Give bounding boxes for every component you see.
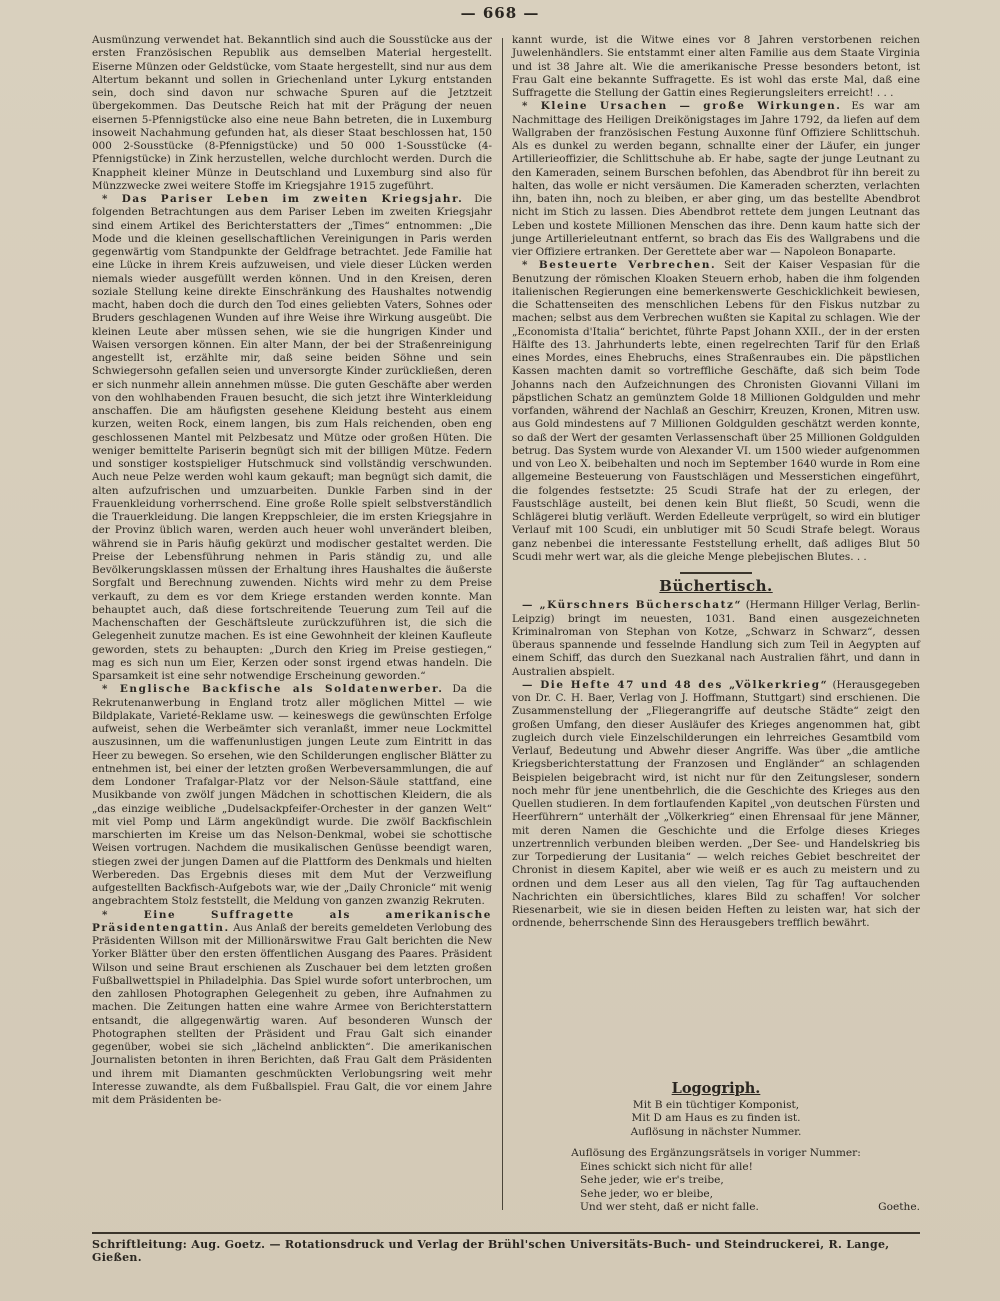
left-column (92, 34, 492, 1212)
article-small-causes (512, 100, 920, 259)
riddle-box (512, 1082, 920, 1215)
article-heading: * Eine Suffragette als amerikanische Präsidentengattin. (92, 908, 492, 934)
right-column (512, 34, 920, 930)
article-heading: * Das Pariser Leben im zweiten Kriegsjahr. (102, 193, 464, 205)
riddle-title: Logogriph. (671, 1080, 761, 1097)
article-body: Seit der Kaiser Vespasian für die Benutzung der römischen Kloaken Steuern erhob, haben die ihm folgenden italienischen Regierungen eine bemerkenswerte Geschicklichkeit bewiesen, die Schattenseiten des menschlichen Lebens für den Fiskus nutzbar zu machen; selbst aus dem Verbrechen wußten sie Kapital zu schlagen. Wie der „Economista d'Italia“ berichtet, führte Papst Johann XXII., der in der ersten Hälfte des 13. Jahrhunderts lebte, einen regelrechten Tarif für den Erlaß eines Mordes, eines Ehebruchs, eines Straßenraubes ein. Die päpstlichen Kassen machten damit so vortreffliche Geschäfte, daß sich beim Tode Johanns nach den Aufzeichnungen des Chronisten Giovanni Villani im päpstlichen Schatz an gemünztem Golde 18 Millionen Goldgulden und mehr vorfanden, während der Nachlaß an Geschirr, Kreuzen, Kronen, Mitren usw. aus Gold mindestens auf 7 Millionen Goldgulden geschätzt werden konnte, so daß der Wert der gesamten Verlassenschaft über 25 Millionen Goldgulden betrug. Das System wurde von Alexander VI. um 1500 wieder aufgenommen und von Leo X. beibehalten und noch im September 1640 wurde in Rom eine allgemeine Besteuerung von Faustschlägen und Messerstichen eingeführt, die folgendes festsetzte: 25 Scudi Strafe hat der zu erlegen, der Faustschläge austeilt, bei denen kein Blut fließt, 50 Scudi, wenn die Schlägerei blutig verläuft. Werden Edelleute verprügelt, so wird ein blutiger Verlauf mit 100 Scudi, ein unblutiger mit 50 Scudi Strafe belegt. Woraus ganz nebenbei die interessante Feststellung erhellt, daß adliges Blut 50 Scudi mehr wert war, als die gleiche Menge plebejischen Blutes. . . (512, 259, 920, 563)
poem-line: Sehe jeder, wo er bleibe, (580, 1187, 713, 1200)
article-coins-continued: Ausmünzung verwendet hat. Bekanntlich sind auch die Sousstücke aus der ersten Französischen Republik aus demselben Material hergestellt. Eiserne Münzen oder Geldstücke, vom Staate hergestellt, sind nur aus dem Altertum bekannt und sollen in Griechenland unter Lykurg entstanden sein, doch sind davon nur schwache Spuren auf die Jetztzeit übergekommen. Das Deutsche Reich hat mit der Prägung der neuen eisernen 5-Pfennigstücke also eine neue Bahn betreten, die in Luxemburg insoweit Nachahmung gefunden hat, als dieser Staat beschlossen hat, 150 000 2-Sousstücke (8-Pfennigstücke) und 50 000 1-Sousstücke (4-Pfennigstücke) in Zink herzustellen, welche durchlocht werden. Durch die Knappheit kleiner Münze in Deutschland und Luxemburg sind also für Münzzwecke zwei weitere Stoffe im Kriegsjahre 1915 zugeführt. (92, 34, 492, 192)
article-body: Es war am Nachmittage des Heiligen Dreikönigstages im Jahre 1792, da liefen auf dem Wallgraben der französischen Festung Auxonne fünf Offiziere Schlittschuh. Als es dunkel zu werden begann, schnallte einer der Läufer, ein junger Artillerieoffizier, die Schlittschuhe ab. Er habe, sagte der junge Leutnant zu den Kameraden, seinem Burschen befohlen, das Abendbrot für ihn bereit zu halten, das wolle er nicht versäumen. Die Kameraden scherzten, verlachten ihn, baten ihn, noch zu bleiben, er aber ging, um das bestellte Abendbrot nicht im Stich zu lassen. Dies Abendbrot rettete dem jungen Leutnant das Leben und kostete Millionen Menschen das ihre. Denn kaum hatte sich der junge Artillerieleutnant entfernt, so brach das Eis des Wallgrabens und die vier Offiziere ertranken. Der Gerettete aber war — Napoleon Bonaparte. (512, 100, 920, 258)
solution-poem (580, 1161, 920, 1215)
riddle-line: Mit D am Haus es zu finden ist. (631, 1112, 801, 1124)
review-heading: — „Kürschners Bücherschatz“ (522, 599, 743, 612)
article-suffragette-continued: kannt wurde, ist die Witwe eines vor 8 Jahren verstorbenen reichen Juwelenhändlers. Sie entstammt einer alten Familie aus dem Staate Virginia und ist 38 Jahre alt. Wie die amerikanische Presse besonders betont, ist Frau Galt eine bekannte Suffragette. Es ist wohl das erste Mal, daß eine Suffragette die Stellung der Gattin eines Regierungsleiters erreicht! . . . (512, 34, 920, 99)
riddle-note: Auflösung in nächster Nummer. (630, 1125, 802, 1138)
article-heading: * Kleine Ursachen — große Wirkungen. (522, 100, 842, 113)
article-body: Aus Anlaß der bereits gemeldeten Verlobung des Präsidenten Willson mit der Millionärswitwe Frau Galt berichten die New Yorker Blätter über den ersten öffentlichen Ausgang des Paares. Präsident Wilson und seine Braut erschienen als Zuschauer bei dem letzten großen Fußballwettspiel in Philadelphia. Das Spiel wurde sofort unterbrochen, um den zahllosen Photographen Gelegenheit zu geben, ihre Aufnahmen zu machen. Die Zeitungen hatten eine wahre Armee von Berichterstattern entsandt, die allgegenwärtig waren. Auf besonderen Wunsch der Photographen stellten der Präsident und Frau Galt sich einander gegenüber, wobei sie sich „lächelnd anblickten“. Die amerikanischen Journalisten betonten in ihren Berichten, daß Frau Galt dem Präsidenten und ihrem mit Diamanten geschmückten Verlobungsring weit mehr Interesse zuwandte, als dem Fußballspiel. Frau Galt, die vor einem Jahre mit dem Präsidenten be- (92, 921, 492, 1106)
article-taxed-crimes (512, 259, 920, 564)
review-kuerschner (512, 599, 920, 679)
article-heading: * Besteuerte Verbrechen. (522, 259, 717, 272)
article-paris-life (92, 193, 492, 683)
review-voelkerkrieg (512, 679, 920, 931)
article-english-girls (92, 683, 492, 908)
column-divider (502, 38, 503, 1210)
article-body: Die folgenden Betrachtungen aus dem Pariser Leben im zweiten Kriegsjahr sind einem Artikel des Berichterstatters der „Times“ entnommen: „Die Mode und die kleinen gesellschaftlichen Vereinigungen in Paris werden gegenwärtig vom Standpunkte der Geldfrage betrachtet. Jede Familie hat eine Lücke in ihrem Kreis aufzuweisen, und viele dieser Lücken werden niemals wieder ausgefüllt werden können. Und in den Kreisen, deren soziale Stellung keine direkte Einschränkung des Haushaltes notwendig macht, haben doch die durch den Tod eines geliebten Vaters, Sohnes oder Bruders geschlagenen Wunden auf ihre Weise ihre Wirkung ausgeübt. Die kleinen Leute aber müssen sehen, wie sie die hungrigen Kinder und Waisen versorgen können. Ein alter Mann, der bei der Straßenreinigung angestellt ist, erzählte mir, daß seine beiden Söhne und sein Schwiegersohn gefallen seien und unversorgte Kinder zurückließen, deren er sich nunmehr allein annehmen müsse. Die guten Geschäfte aber werden von den wohlhabenden Frauen besucht, die sich jetzt ihre Winterkleidung anschaffen. Die am häufigsten gesehene Kleidung besteht aus einem kurzen, weiten Rock, einem langen, bis zum Hals reichenden, oben eng geschlossenen Mantel mit Pelzbesatz und Mütze oder großen Hüten. Die weniger bemittelte Pariserin begnügt sich mit der billigen Mütze. Federn und sonstiger kostspieliger Hutschmuck sind vollständig verschwunden. Auch neue Pelze werden wohl kaum gekauft; man begnügt sich damit, die alten aufzufrischen und umzuarbeiten. Dunkle Farben sind in der Frauenkleidung vorherrschend. Eine große Rolle spielt selbstverständlich die Trauerkleidung. Die langen Kreppschleier, die im ersten Kriegsjahre in der Provinz üblich waren, werden auch heuer wohl unverändert bleiben, während sie in Paris häufig gekürzt und modischer gestaltet werden. Die Preise der Lebensführung nehmen in Paris ständig zu, und alle Bevölkerungsklassen müssen der Erhaltung ihres Haushaltes die äußerste Sorgfalt und Berechnung zuwenden. Nichts wird mehr zu dem Preise verkauft, zu dem es vor dem Kriege erstanden werden konnte. Man behauptet auch, daß diese fortschreitende Teuerung zum Teil auf die Machenschaften der Geschäftsleute zurückzuführen ist, die sich die Gelegenheit zunutze machen. Es ist eine Gewohnheit der kleinen Kaufleute geworden, stets zu behaupten: „Durch den Krieg im Preise gestiegen,“ mag es sich nun um Eier, Kerzen oder sonst irgend etwas handeln. Die Sparsamkeit ist eine sehr notwendige Erscheinung geworden.“ (92, 193, 492, 682)
solution-heading: Auflösung des Ergänzungsrätsels in voriger Nummer: (571, 1147, 861, 1159)
imprint-footer: Schriftleitung: Aug. Goetz. — Rotationsdruck und Verlag der Brühl'schen Universitäts-Buch- und Steindruckerei, R. Lange, Gießen. (92, 1232, 920, 1264)
poem-line: Sehe jeder, wie er's treibe, (580, 1174, 724, 1186)
poem-author: Goethe. (878, 1201, 920, 1213)
article-suffragette (92, 909, 492, 1108)
page-number: — 668 — (460, 4, 540, 22)
review-heading: — Die Hefte 47 und 48 des „Völkerkrieg“ (522, 678, 829, 691)
review-body: (Herausgegeben von Dr. C. H. Baer, Verlag von J. Hoffmann, Stuttgart) sind erschienen. Die Zusammenstellung der „Fliegerangriffe auf deutsche Städte“ zeigt den großen Umfang, den dieser Ausläufer des Krieges angenommen hat, gibt zugleich durch viele Einzelschilderungen ein lehrreiches Gesamtbild vom Verlauf, Bedeutung und Abwehr dieser Angriffe. Was über „die amtliche Kriegsberichterstattung der Franzosen und Engländer“ an schlagenden Beispielen beigebracht wird, ist nicht nur für den Zeitungsleser, sondern noch mehr für jene unentbehrlich, die die Geschichte des Krieges aus den Quellen studieren. In dem fortlaufenden Kapitel „von deutschen Fürsten und Heerführern“ unterhält der „Völkerkrieg“ einen Ehrensaal für jene Männer, mit deren Namen die Geschichte und die Erfolge dieses Krieges unzertrennlich verbunden bleiben werden. „Der See- und Handelskrieg bis zur Torpedierung der Lusitania“ — welch reiches Gebiet beschreitet der Chronist in diesem Kapitel, aber wie weiß er es auch zu meistern und zu ordnen und dem Leser aus all den vielen, Tag für Tag auftauchenden Nachrichten ein übersichtliches, klares Bild zu schaffen! Vor solcher Riesenarbeit, wie sie in diesen beiden Heften zu leisten war, hat sich der ordnende, beherrschende Sinn des Herausgebers trefflich bewährt. (512, 678, 920, 930)
review-body: (Hermann Hillger Verlag, Berlin-Leipzig) bringt im neuesten, 1031. Band einen ausgezeichneten Kriminalroman von Stephan von Kotze, „Schwarz in Schwarz“, dessen überaus spannende und fesselnde Handlung sich zum Teil in Aegypten auf einem Schiff, das durch den Suezkanal nach Australien fährt, und dann in Australien abspielt. (512, 599, 920, 678)
article-body: Da die Rekrutenanwerbung in England trotz aller möglichen Mittel — wie Bildplakate, Varieté-Reklame usw. — keineswegs die gewünschten Erfolge aufweist, sehen die Werbeämter sich veranlaßt, immer neue Lockmittel auszusinnen, um die waffenunlustigen jungen Leute zum Eintritt in das Heer zu bewegen. So ersehen, wie den Schilderungen englischer Blätter zu entnehmen ist, bei einer der letzten großen Werbeversammlungen, die auf dem Londoner Trafalgar-Platz vor der Nelson-Säule stattfand, eine Musikbande von zwölf jungen Mädchen in schottischen Kleidern, die als „das einzige weibliche „Dudelsackpfeifer-Orchester in der ganzen Welt“ mit viel Pomp und Lärm angekündigt wurde. Die zwölf Backfischlein marschierten im Kreise um das Nelson-Denkmal, wobei sie schottische Weisen vortrugen. Nachdem die musikalischen Genüsse beendigt waren, stiegen zwei der jungen Damen auf die Plattform des Denkmals und hielten Werbereden. Das Ergebnis dieses mit dem Mut der Verzweiflung aufgestellten Backfisch-Aufgebots war, wie der „Daily Chronicle“ mit wenig angebrachtem Stolz feststellt, die Meldung von ganzen zwanzig Rekruten. (92, 683, 492, 908)
riddle-line: Mit B ein tüchtiger Komponist, (632, 1098, 800, 1111)
section-separator (680, 572, 752, 574)
poem-line: Eines schickt sich nicht für alle! (580, 1160, 753, 1173)
poem-line: Und wer steht, daß er nicht falle. (580, 1201, 759, 1213)
section-title-book-table: Büchertisch. (659, 577, 773, 595)
article-heading: * Englische Backfische als Soldatenwerber. (102, 683, 444, 696)
